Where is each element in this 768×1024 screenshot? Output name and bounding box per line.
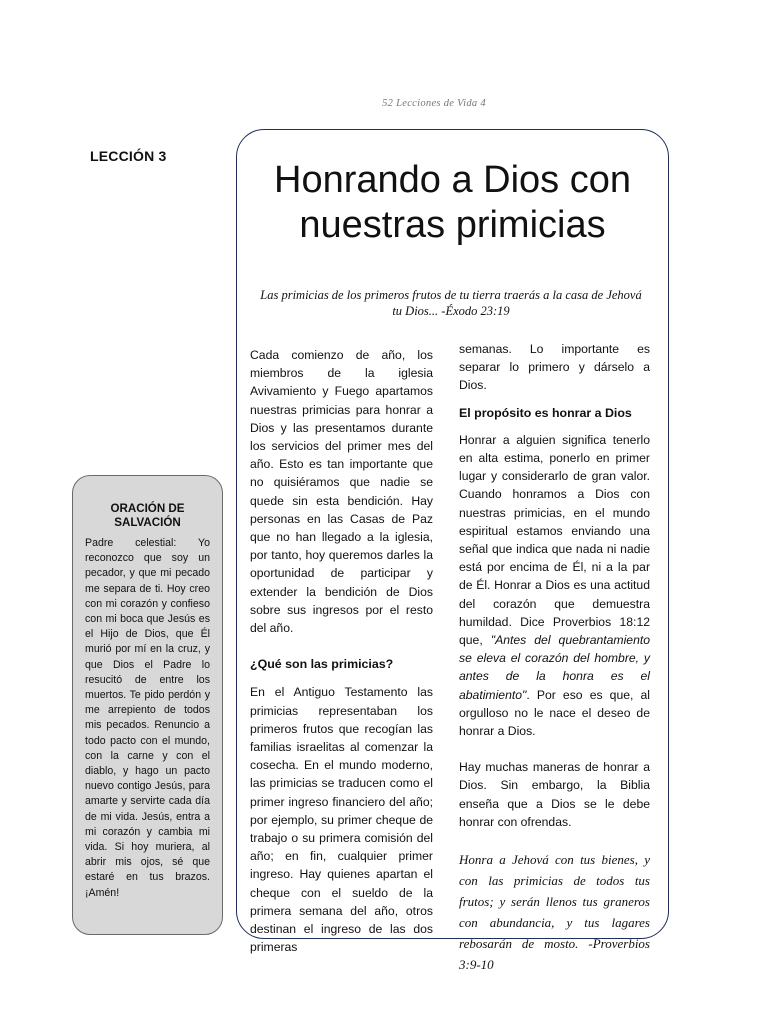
honor-text-start: Honrar a alguien significa tenerlo en alta estima, ponerlo en primer lugar y considerarlo de gran valor. Cuando honramos a Dios con nuestras primicias, en el mundo espiritual estamos enviando una señal que indica que nada ni nadie está por encima de Él, ni a la par de Él. Honrar a Dios es una actitud del corazón que demuestra humildad. Dice Proverbios 18:12 que, [459, 432, 650, 648]
spacer [459, 831, 650, 849]
left-column [250, 346, 433, 957]
prayer-text: Padre celestial: Yo reconozco que soy un pecador, y que mi pecado me separa de ti. Hoy creo con mi corazón y confieso con mi boca que Jesús es el Hijo de Dios, que Él murió por mí en la cruz, y que Dios el Padre lo resucitó de entre los muertos. Te pido perdón y me arrepiento de todos mis pecados. Renuncio a todo pacto con el mundo, con la carne y con el diablo, y hago un pacto nuevo contigo Jesús, para amarte y servirte cada día de mi vida. Jesús, entra a mi corazón y cambia mi vida. Si hoy muriera, al abrir mis ojos, sé que estaré en tus brazos. ¡Amén! [85, 537, 210, 899]
prayer-title [72, 502, 223, 530]
epigraph-line-1: Las primicias de los primeros frutos de tu tierra traerás a la casa de Jehová [260, 288, 642, 302]
epigraph-line-2: tu Dios... -Éxodo 23:19 [392, 304, 510, 318]
right-column [459, 340, 650, 975]
section-heading-primicias: ¿Qué son las primicias? [250, 657, 394, 672]
page-title [236, 158, 669, 248]
title-line-1: Honrando a Dios con [274, 159, 631, 201]
spacer [459, 422, 650, 431]
spacer [459, 395, 650, 404]
spacer [250, 673, 433, 683]
epigraph [246, 287, 656, 319]
offerings-paragraph: Hay muchas maneras de honrar a Dios. Sin embargo, la Biblia enseña que a Dios se le debe honrar con ofrendas. [459, 760, 650, 829]
intro-paragraph: Cada comienzo de año, los miembros de la iglesia Avivamiento y Fuego apartamos nuestras primicias para honrar a Dios y las presentamos durante los servicios del primer mes del año. Esto es tan importante que no quisiéramos que nadie se quede sin esta bendición. Hay personas en las Casas de Paz que no han llegado a la iglesia, por tanto, hoy queremos darles la oportunidad de participar y extender la bendición de Dios sobre sus ingresos por el resto del año. [250, 348, 433, 636]
honor-text-end: . Por eso es que, al orgulloso no le nace el deseo de honrar a Dios. [459, 687, 650, 739]
continuation-paragraph: semanas. Lo importante es separar lo primero y dárselo a Dios. [459, 342, 650, 393]
scripture-quote: Honra a Jehová con tus bienes, y con las primicias de todos tus frutos; y serán llenos tus graneros con abundancia, y tus lagares rebosarán de mosto. -Proverbios 3:9-10 [459, 852, 650, 973]
section-heading-proposito: El propósito es honrar a Dios [459, 405, 632, 420]
primicias-paragraph: En el Antiguo Testamento las primicias representaban los primeros frutos que recogían las familias israelitas al comenzar la cosecha. En el mundo moderno, las primicias se traducen como el primer ingreso financiero del año; por ejemplo, su primer cheque de trabajo o su primera comisión del año; en fin, cualquier primer ingreso. Hay quienes apartan el cheque con el sueldo de la primera semana del año, otros destinan el ingreso de las dos primeras [250, 685, 433, 955]
proverbs-quote: "Antes del quebrantamiento se eleva el corazón del hombre, y antes de la honra es el abatimiento" [459, 633, 651, 702]
spacer [459, 740, 650, 758]
prayer-title-line-1: ORACIÓN DE [110, 502, 185, 515]
honor-paragraph [459, 431, 650, 740]
running-header: 52 Lecciones de Vida 4 [382, 98, 486, 109]
spacer [250, 637, 433, 655]
title-line-2: nuestras primicias [299, 204, 606, 246]
prayer-title-line-2: SALVACIÓN [114, 516, 181, 529]
lesson-label: LECCIÓN 3 [90, 148, 167, 164]
